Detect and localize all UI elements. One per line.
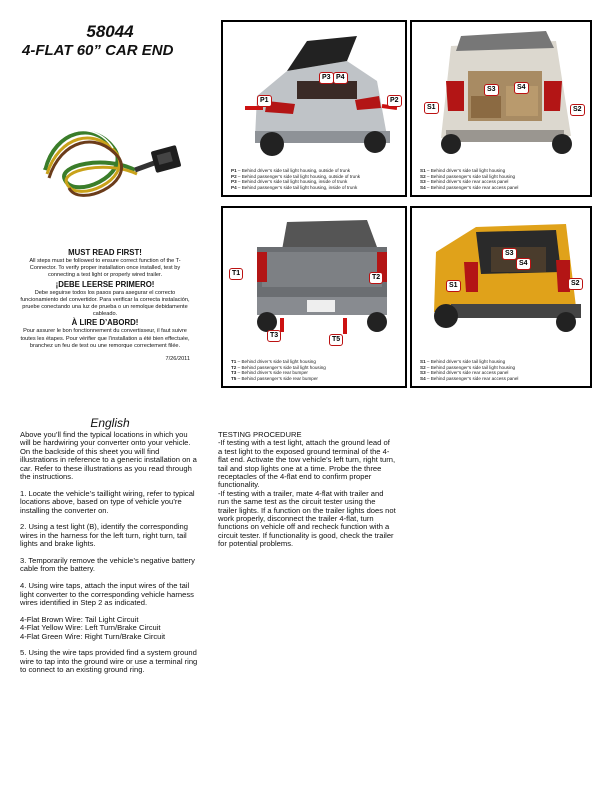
tag-label: S4 <box>516 258 531 270</box>
instruction-step: 1. Locate the vehicle’s taillight wiring, refer to typical locations above, based on type of vehicle you’re installing the converter on. <box>20 488 195 515</box>
tag-label: T3 <box>267 330 281 342</box>
instruction-step: 5. Using the wire taps provided find a system ground wire to tap into the ground wire or use a terminal ring to connect to an existing ground ring. <box>20 648 198 675</box>
caption-line: P1 – Behind driver’s side tail light housing, outside of trunk <box>231 167 351 173</box>
product-title: 4-FLAT 60” CAR END <box>22 42 174 59</box>
location-panel-yellow-suv <box>410 206 592 388</box>
location-panel-suv <box>410 20 592 197</box>
caption-line: T5 – Behind passenger’s side rear bumper <box>231 376 318 382</box>
revision-date: 7/26/2011 <box>165 356 190 363</box>
warning-notice <box>20 248 190 363</box>
caption-line: T2 – Behind passenger’s side tail light housing <box>231 364 326 370</box>
tag-label: S3 <box>484 84 499 96</box>
car-rear-photo <box>227 26 405 168</box>
instruction-paragraph: Above you’ll find the typical locations in which you will be hardwiring your converter onto your vehicle. On the backside of this sheet you will find illustrations in reference to a generic installation on a car. Refer to these illustrations as you read through the instructions. <box>20 430 197 482</box>
testing-heading: TESTING PROCEDURE <box>218 430 302 439</box>
panel-captions <box>420 168 584 191</box>
panel-captions <box>231 359 399 382</box>
tag-label: S2 <box>568 278 583 290</box>
caption-line: P2 – Behind passenger’s side tail light housing, outside of trunk <box>231 173 361 179</box>
tag-label: S1 <box>424 102 439 114</box>
instructions-left-column <box>20 431 198 683</box>
panel-captions <box>231 168 399 191</box>
suv-rear-photo <box>416 26 590 168</box>
tag-label: P1 <box>257 95 272 107</box>
language-heading: English <box>90 416 130 430</box>
caption-line: T1 – Behind driver’s side tail light housing <box>231 358 316 364</box>
tag-label: T2 <box>369 272 383 284</box>
tag-label: P4 <box>333 72 348 84</box>
tag-label: S3 <box>502 248 517 260</box>
location-panel-car <box>221 20 407 197</box>
location-panel-truck <box>221 206 407 388</box>
caption-line: P3 – Behind driver’s side tail light housing, inside of trunk <box>231 179 348 185</box>
notice-body-english: All steps must be followed to ensure correct function of the T-Connector. To verify proper installation once installed, test by connecting a test light or properly wired trailer. <box>29 258 181 279</box>
part-number: 58044 <box>86 22 134 41</box>
caption-line: S1 – Behind driver’s side tail light housing <box>420 358 506 364</box>
yellow-suv-rear-photo <box>416 212 590 354</box>
instruction-step: 2. Using a test light (B), identify the corresponding wires in the harness for the left turn, right turn, tail lights and brake lights. <box>20 522 188 549</box>
caption-line: S2 – Behind passenger’s side tail light housing <box>420 173 516 179</box>
notice-heading-english: MUST READ FIRST! <box>68 248 142 257</box>
notice-body-french: Pour assurer le bon fonctionnement du convertisseur, il faut suivre toutes les étapes. Pour vérifier que l’installation a été bien effectuée, branchez un feu de test ou une remorque correctement filée. <box>20 328 190 349</box>
caption-line: P4 – Behind passenger’s side tail light housing, inside of trunk <box>231 185 358 191</box>
caption-line: S3 – Behind driver’s side rear access panel <box>420 179 509 185</box>
caption-line: S4 – Behind passenger’s side rear access panel <box>420 185 519 191</box>
tag-label: P3 <box>319 72 334 84</box>
caption-line: S1 – Behind driver’s side tail light housing <box>420 167 506 173</box>
notice-body-spanish: Debe seguirse todos los pasos para asegurar el correcto funcionamiento del convertidor. Para verificar la correcta instalación, pruebe conectando una luz de prueba o un remolque debidamente cableado. <box>20 289 190 318</box>
caption-line: S4 – Behind passenger’s side rear access panel <box>420 376 519 382</box>
tag-label: S2 <box>570 104 585 116</box>
wire-color-list: 4-Flat Brown Wire: Tail Light Circuit 4-Flat Yellow Wire: Left Turn/Brake Circuit 4-Flat Green Wire: Right Turn/Brake Circuit <box>20 614 166 641</box>
tag-label: P2 <box>387 95 402 107</box>
tag-label: S4 <box>514 82 529 94</box>
caption-line: T3 – Behind driver’s side rear bumper <box>231 370 308 376</box>
instruction-step: 4. Using wire taps, attach the input wires of the tail light converter to the corresponding vehicle harness wires identified in Step 2 as indicated. <box>20 581 194 608</box>
caption-line: S3 – Behind driver’s side rear access panel <box>420 370 509 376</box>
testing-procedure-text: -If testing with a test light, attach the ground lead of a test light to the exposed ground terminal of the 4-flat end. Activate the tow vehicle’s left turn, right turn, tail and stop lights one at a time. Probe the three receptacles of the 4-flat end to confirm proper functionality. -If testing with a trailer, mate 4-flat with trailer and run the same test as the circuit tester using the trailer lights. If a function on the trailer lights does not work properly, disconnect the trailer 4-flat, turn functions on vehicle off and recheck function with a circuit tester. If functionality is good, check the trailer for potential problems. <box>218 438 396 549</box>
tag-label: S1 <box>446 280 461 292</box>
notice-heading-spanish: ¡DEBE LEERSE PRIMERO! <box>55 279 155 289</box>
panel-captions <box>420 359 584 382</box>
tag-label: T5 <box>329 334 343 346</box>
caption-line: S2 – Behind passenger’s side tail light housing <box>420 364 516 370</box>
instruction-step: 3. Temporarily remove the vehicle’s negative battery cable from the battery. <box>20 556 195 574</box>
notice-heading-french: À LIRE D’ABORD! <box>71 318 139 328</box>
wire-harness-image <box>35 110 195 220</box>
tag-label: T1 <box>229 268 243 280</box>
testing-procedure-column <box>218 431 396 549</box>
